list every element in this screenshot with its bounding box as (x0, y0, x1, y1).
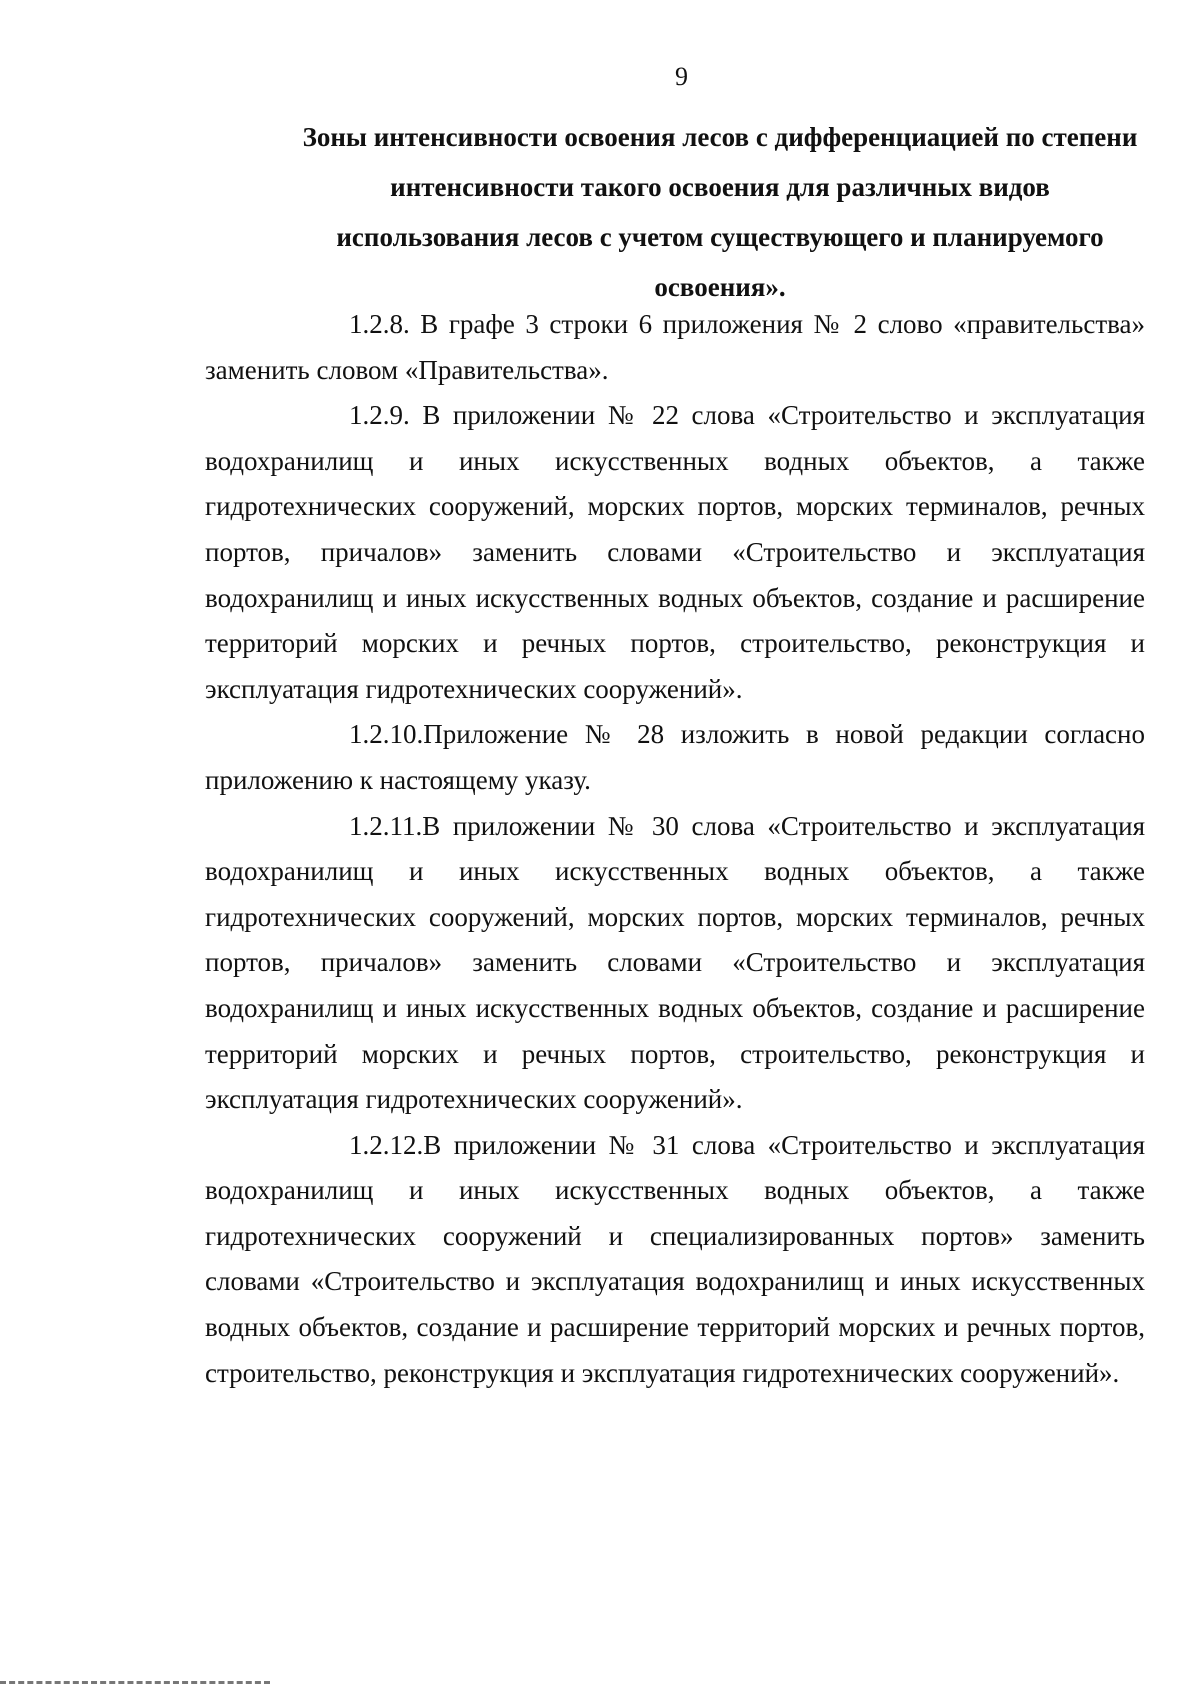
paragraph-text: В графе 3 строки 6 приложения № 2 слово «правительства» заменить словом «Правительства». (205, 309, 1145, 385)
paragraph-1-2-12 (205, 1123, 1145, 1397)
paragraph-text: В приложении № 22 слова «Строительство и эксплуатация водохранилищ и иных искусственных водных объектов, а также гидротехнических сооружений, морских портов, морских терминалов, речных портов, причалов» заменить словами «Строительство и эксплуатация водохранилищ и иных искусственных водных объектов, создание и расширение территорий морских и речных портов, строительство, реконструкция и эксплуатация гидротехнических сооружений». (205, 400, 1145, 704)
paragraph-1-2-9 (205, 393, 1145, 712)
page-number: 9 (675, 62, 688, 91)
paragraph-text: В приложении № 31 слова «Строительство и эксплуатация водохранилищ и иных искусственных водных объектов, а также гидротехнических сооружений и специализированных портов» заменить словами «Строительство и эксплуатация водохранилищ и иных искусственных водных объектов, создание и расширение территорий морских и речных портов, строительство, реконструкция и эксплуатация гидротехнических сооружений». (205, 1129, 1145, 1388)
paragraph-1-2-10 (205, 712, 1145, 803)
paragraph-1-2-8 (205, 302, 1145, 393)
paragraph-number: 1.2.12. (349, 1129, 424, 1160)
paragraph-number: 1.2.8. (349, 309, 410, 339)
paragraph-text: В приложении № 30 слова «Строительство и эксплуатация водохранилищ и иных искусственных водных объектов, а также гидротехнических сооружений, морских портов, морских терминалов, речных портов, причалов» заменить словами «Строительство и эксплуатация водохранилищ и иных искусственных водных объектов, создание и расширение территорий морских и речных портов, строительство, реконструкция и эксплуатация гидротехнических сооружений». (205, 810, 1145, 1115)
paragraph-number: 1.2.10. (349, 719, 424, 750)
paragraph-number: 1.2.9. (349, 400, 410, 431)
scan-edge-line (0, 1681, 270, 1684)
paragraph-number: 1.2.11. (349, 810, 423, 841)
paragraph-1-2-11 (205, 804, 1145, 1123)
document-body (205, 302, 1145, 1396)
paragraph-text: Приложение № 28 изложить в новой редакции согласно приложению к настоящему указу. (205, 719, 1145, 795)
section-title: Зоны интенсивности освоения лесов с дифференциацией по степени интенсивности такого освоения для различных видов использования лесов с учетом существующего и планируемого освоения». (302, 122, 1138, 302)
